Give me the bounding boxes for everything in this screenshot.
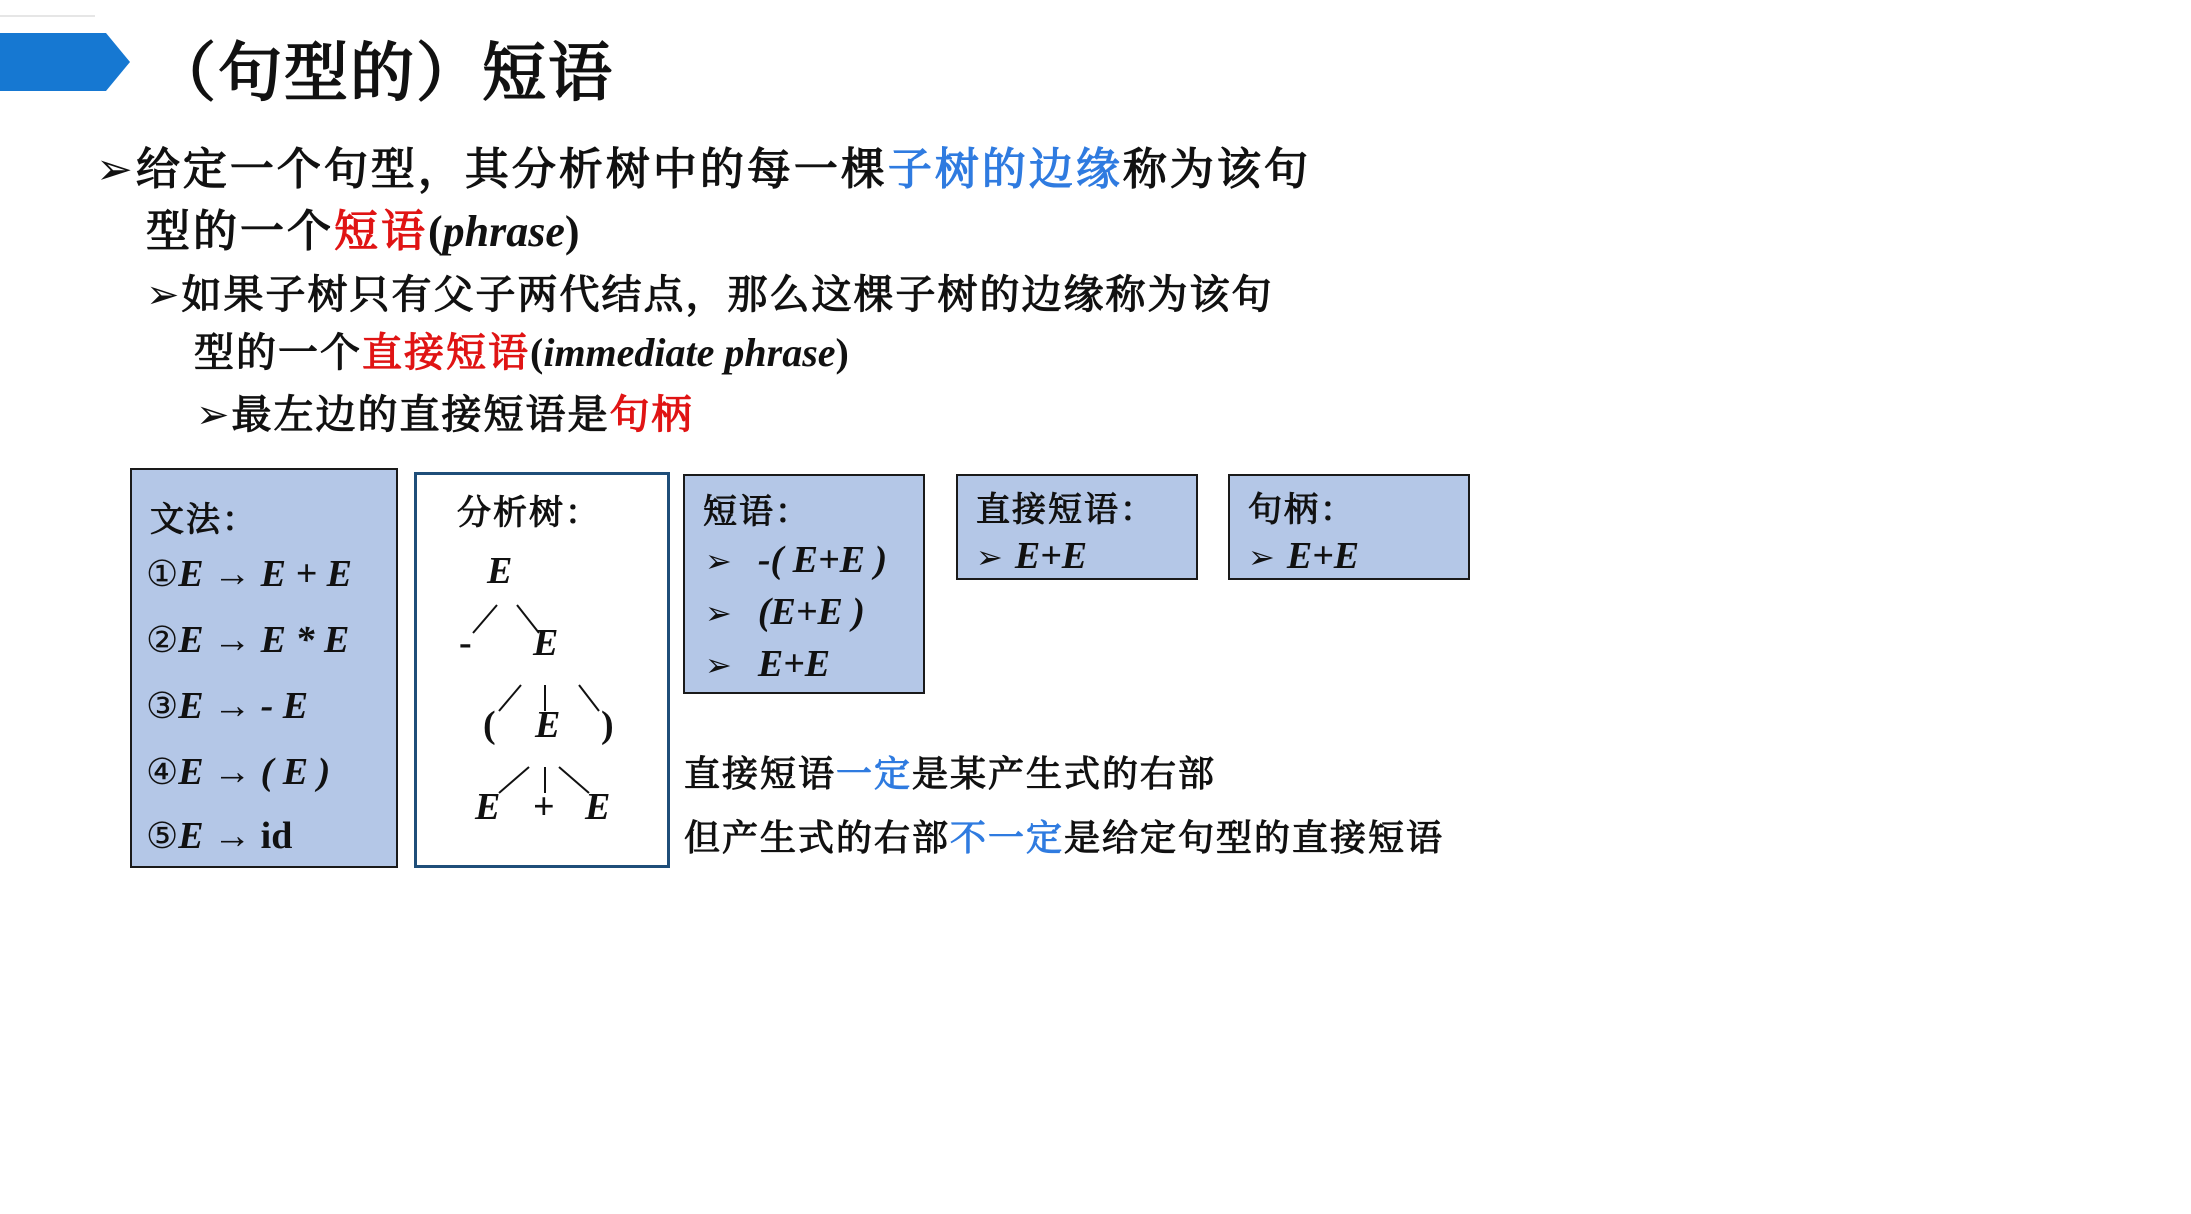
immediate-phrases-box bbox=[956, 474, 1198, 580]
bullet-1-text: 给定一个句型，其分析树中的每一棵 bbox=[135, 144, 888, 195]
bullet-1-highlight: 子树的边缘 bbox=[887, 144, 1123, 195]
phrases-box bbox=[683, 474, 925, 694]
bullet-marker: ➢ bbox=[196, 392, 232, 438]
grammar-rule-2: ②E → E * E bbox=[146, 619, 350, 661]
grammar-rule-3: ③E → - E bbox=[146, 685, 309, 727]
phrases-heading: 短语： bbox=[703, 492, 811, 532]
note-1: 直接短语一定是某产生式的右部 bbox=[684, 753, 1217, 795]
bullet-2-line-2: 型的一个直接短语(immediate phrase) bbox=[194, 329, 849, 376]
bullet-1-line-1 bbox=[96, 140, 1311, 200]
bullet-2-text: 如果子树只有父子两代结点，那么这棵子树的边缘称为该句 bbox=[181, 271, 1274, 318]
handle-box bbox=[1228, 474, 1470, 580]
bullet-1-line-2: 型的一个短语(phrase) bbox=[146, 206, 580, 257]
note-2: 但产生式的右部不一定是给定句型的直接短语 bbox=[684, 817, 1445, 859]
immediate-phrase-item: ➢ E+E bbox=[976, 535, 1088, 577]
immediate-phrases-heading: 直接短语： bbox=[976, 490, 1156, 530]
bullet-3-line bbox=[196, 386, 694, 444]
tree-node-e: E bbox=[475, 786, 501, 828]
parse-tree-box bbox=[414, 472, 670, 868]
grammar-heading: 文法： bbox=[150, 500, 258, 540]
tree-node-e: E bbox=[535, 704, 561, 746]
tree-node-lparen: ( bbox=[483, 704, 496, 746]
bullet-2-line-2-text: 型的一个 bbox=[194, 329, 362, 376]
tree-node-root: E bbox=[487, 550, 513, 592]
term-immediate-phrase-en: immediate phrase bbox=[543, 330, 836, 375]
term-phrase-en: phrase bbox=[442, 207, 565, 256]
bullet-3-text: 最左边的直接短语是 bbox=[231, 391, 610, 438]
grammar-rule-4: ④E → ( E ) bbox=[146, 751, 331, 793]
phrase-item: ➢ E+E bbox=[705, 643, 831, 685]
tree-edge bbox=[499, 685, 521, 711]
handle-item: ➢ E+E bbox=[1248, 535, 1360, 577]
phrase-item: ➢ -( E+E ) bbox=[705, 539, 888, 581]
page-title: （句型的）短语 bbox=[152, 37, 614, 111]
top-divider-line bbox=[0, 15, 95, 17]
grammar-rule-1: ①E → E + E bbox=[146, 553, 352, 595]
tree-node-e: E bbox=[533, 622, 559, 664]
grammar-rule-5: ⑤E → id bbox=[146, 815, 293, 857]
title-arrow-icon bbox=[0, 33, 130, 91]
note-2-highlight: 不一定 bbox=[950, 817, 1065, 859]
parse-tree-heading: 分析树： bbox=[457, 493, 601, 533]
term-immediate-phrase: 直接短语 bbox=[362, 329, 530, 376]
note-1-highlight: 一定 bbox=[836, 753, 913, 795]
bullet-2-line-1 bbox=[146, 266, 1274, 324]
tree-node-rparen: ) bbox=[601, 704, 614, 746]
tree-node-e: E bbox=[585, 786, 611, 828]
bullet-1-line-2-text: 型的一个 bbox=[146, 206, 334, 257]
term-phrase: 短语 bbox=[334, 206, 428, 257]
bullet-marker: ➢ bbox=[96, 144, 136, 195]
tree-node-plus: + bbox=[533, 786, 555, 828]
bullet-1-text-end: 称为该句 bbox=[1122, 144, 1311, 195]
grammar-box bbox=[130, 468, 398, 868]
bullet-marker: ➢ bbox=[146, 272, 182, 318]
term-handle: 句柄 bbox=[609, 391, 694, 438]
phrase-item: ➢ (E+E ) bbox=[705, 591, 865, 633]
tree-edge bbox=[499, 767, 529, 793]
handle-heading: 句柄： bbox=[1248, 490, 1356, 530]
tree-node-minus: - bbox=[459, 622, 472, 664]
parse-tree-diagram bbox=[417, 475, 667, 865]
tree-edge bbox=[473, 605, 497, 633]
tree-edge bbox=[579, 685, 599, 711]
